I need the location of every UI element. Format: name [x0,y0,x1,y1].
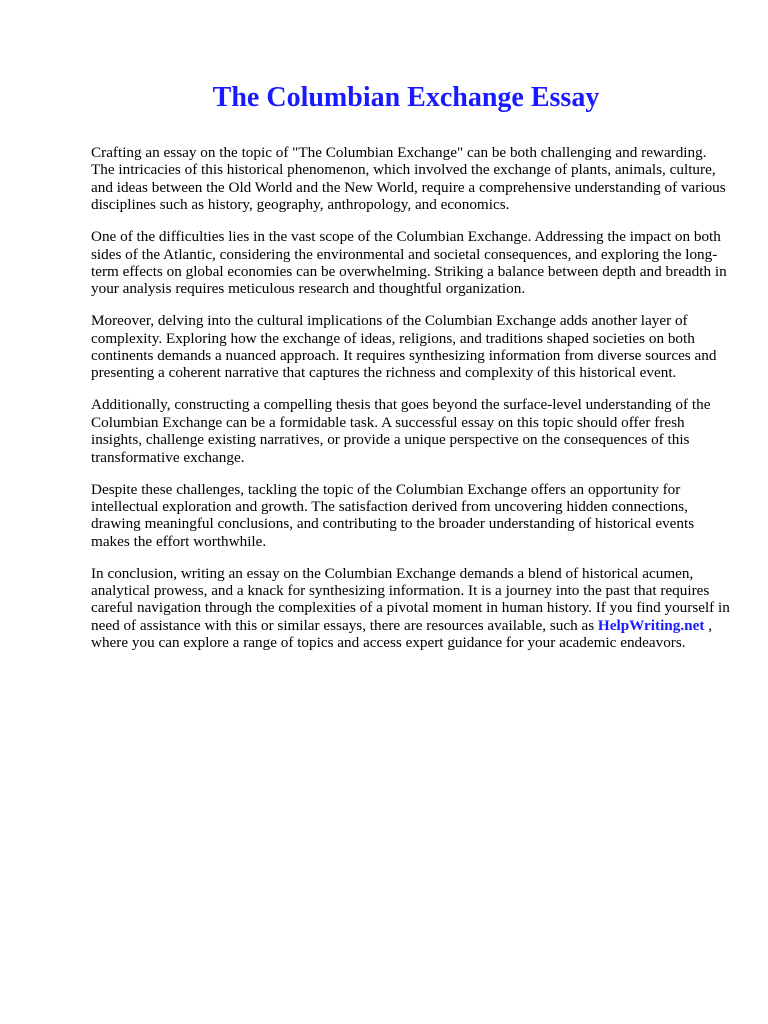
helpwriting-link[interactable]: HelpWriting.net [597,616,705,634]
paragraph-1: Crafting an essay on the topic of "The Columbian Exchange" can be both challenging and rewarding. The intricacies of this historical phenomenon, which involved the exchange of plants, animals, culture, and ideas between the Old World and the New World, require a comprehensive understanding of various disciplines such as history, geography, anthropology, and economics. [91,144,726,214]
page-title: The Columbian Exchange Essay [212,82,600,113]
conclusion-text-after-link: , where you can explore a range of topics and access expert guidance for your academic endeavors. [91,616,712,652]
paragraph-5: Despite these challenges, tackling the topic of the Columbian Exchange offers an opportunity for intellectual exploration and growth. The satisfaction derived from uncovering hidden connections, drawing meaningful conclusions, and contributing to the broader understanding of historical events makes the effort worthwhile. [91,480,695,550]
paragraph-2: One of the difficulties lies in the vast scope of the Columbian Exchange. Addressing the impact on both sides of the Atlantic, considering the environmental and societal consequences, and exploring the long-term effects on global economies can be overwhelming. Striking a balance between depth and breadth in your analysis requires meticulous research and thoughtful organization. [91,228,727,298]
paragraph-4: Additionally, constructing a compelling thesis that goes beyond the surface-level understanding of the Columbian Exchange can be a formidable task. A successful essay on this topic should offer fresh insights, challenge existing narratives, or provide a unique perspective on the consequences of this transformative exchange. [91,396,711,466]
conclusion-paragraph [91,565,731,652]
essay-body [91,144,731,666]
conclusion-text-before-link: In conclusion, writing an essay on the Columbian Exchange demands a blend of historical acumen, analytical prowess, and a knack for synthesizing information. It is a journey into the past that requires careful navigation through the complexities of a pivotal moment in human history. If you find yourself in need of assistance with this or similar essays, there are resources available, such as [91,564,730,634]
paragraph-3: Moreover, delving into the cultural implications of the Columbian Exchange adds another layer of complexity. Exploring how the exchange of ideas, religions, and traditions shaped societies on both continents demands a nuanced approach. It requires synthesizing information from diverse sources and presenting a coherent narrative that captures the richness and complexity of this historical event. [91,312,717,382]
